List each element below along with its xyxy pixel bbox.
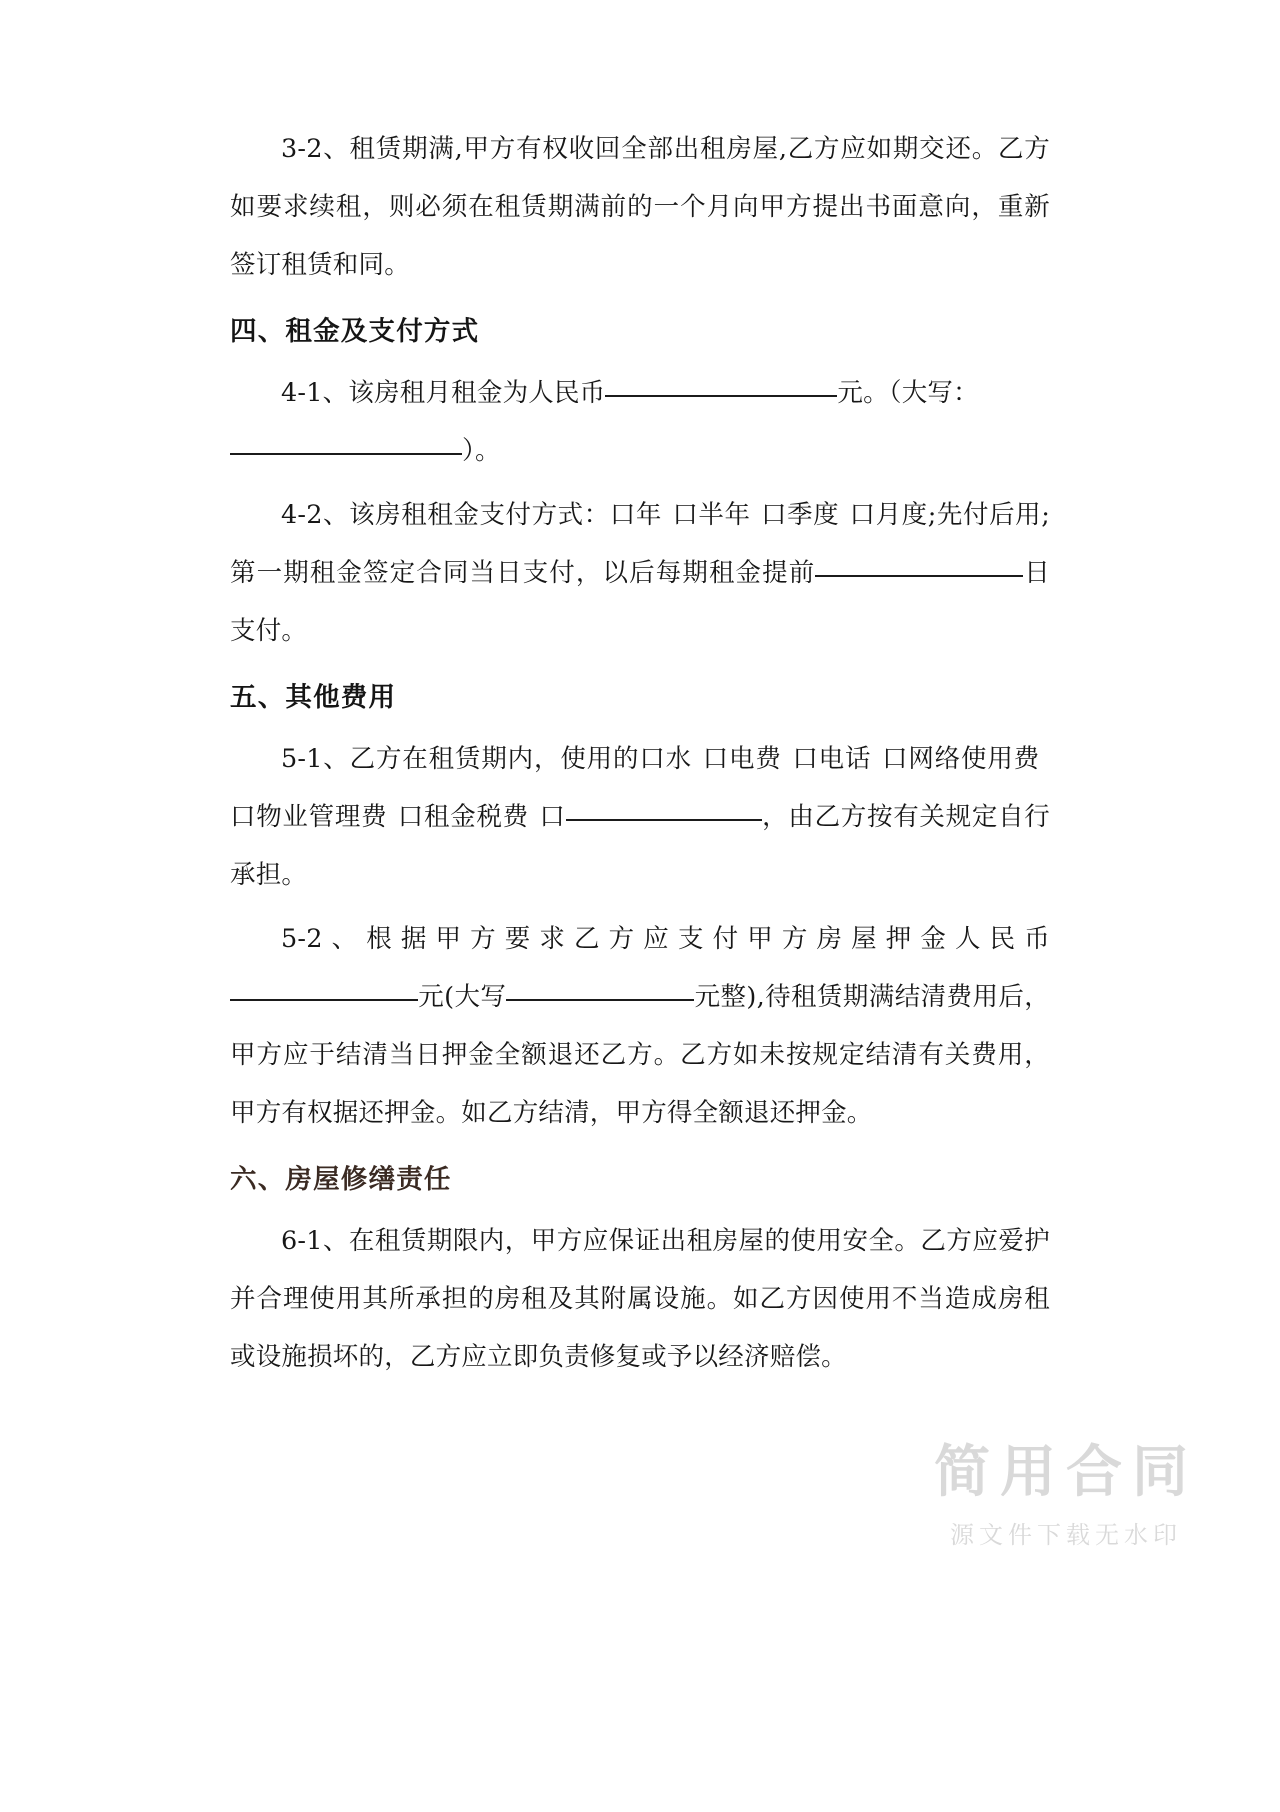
checkbox-option-month[interactable]: 口月度;先付后用;第一期租金签定合同当日支付，以后每期租金提前	[230, 500, 1050, 588]
clause-4-2-text-b: 日支付。	[230, 558, 1050, 646]
checkbox-option-rent-tax[interactable]: 口租金税费	[397, 802, 529, 832]
document-body	[230, 120, 1050, 1386]
clause-4-1-text-b: 元。（大写：	[837, 378, 979, 408]
clause-4-1-text-c: ）。	[462, 436, 501, 466]
clause-5-2-paragraph	[230, 910, 1050, 1142]
checkbox-option-other[interactable]: 口	[538, 802, 566, 832]
payment-advance-days-blank[interactable]	[815, 553, 1023, 577]
watermark-sub-text: 源文件下载无水印	[950, 1521, 1182, 1549]
clause-6-1-paragraph: 6-1、在租赁期限内，甲方应保证出租房屋的使用安全。乙方应爱护并合理使用其所承担的房租及其附属设施。如乙方因使用不当造成房租或设施损坏的，乙方应立即负责修复或予以经济赔偿。	[230, 1226, 1050, 1372]
other-fee-blank[interactable]	[566, 797, 762, 821]
rent-amount-words-blank[interactable]	[230, 431, 462, 455]
section-heading-four: 四、租金及支付方式	[230, 316, 480, 347]
section-heading-five: 五、其他费用	[230, 682, 397, 713]
clause-4-1-text-a: 4-1、该房租月租金为人民币	[281, 378, 606, 408]
checkbox-option-property-management[interactable]: 口物业管理费	[230, 802, 388, 832]
clause-5-1-text-b: ，由乙方按有关规定自行承担。	[230, 802, 1050, 890]
clause-5-2-text-b: 元(大写	[418, 982, 507, 1012]
clause-5-2-text-c: 元整),待租赁期满结清费用后，甲方应于结清当日押金全额退还乙方。乙方如未按规定结清有关费用，甲方有权据还押金。如乙方结清，甲方得全额退还押金。	[230, 982, 1050, 1128]
rent-amount-blank[interactable]	[605, 373, 837, 397]
deposit-amount-blank[interactable]	[230, 977, 418, 1001]
checkbox-option-electricity[interactable]: 口电费	[702, 744, 782, 774]
clause-4-2-paragraph	[230, 486, 1050, 660]
deposit-amount-words-blank[interactable]	[506, 977, 694, 1001]
clause-4-1-paragraph	[230, 364, 1050, 480]
checkbox-option-telephone[interactable]: 口电话	[791, 744, 872, 774]
clause-4-2-text-a: 4-2、该房租租金支付方式：	[281, 500, 610, 530]
watermark	[934, 1442, 1198, 1550]
clause-5-2-text-a: 5-2、根据甲方要求乙方应支付甲方房屋押金人民币	[281, 924, 1050, 954]
checkbox-option-half-year[interactable]: 口半年	[671, 500, 751, 530]
checkbox-option-water[interactable]: 口水	[639, 744, 693, 774]
checkbox-option-quarter[interactable]: 口季度	[760, 500, 840, 530]
clause-3-2-paragraph: 3-2、租赁期满,甲方有权收回全部出租房屋,乙方应如期交还。乙方如要求续租，则必须在租赁期满前的一个月向甲方提出书面意向，重新签订租赁和同。	[230, 134, 1050, 280]
watermark-main-text: 简用合同	[934, 1440, 1198, 1506]
checkbox-option-year[interactable]: 口年	[609, 500, 662, 530]
section-heading-six: 六、房屋修缮责任	[230, 1164, 452, 1195]
clause-5-1-text-a: 5-1、乙方在租赁期内，使用的	[281, 744, 640, 774]
checkbox-option-network[interactable]: 口网络使用费	[881, 744, 1040, 774]
clause-5-1-paragraph	[230, 730, 1050, 904]
